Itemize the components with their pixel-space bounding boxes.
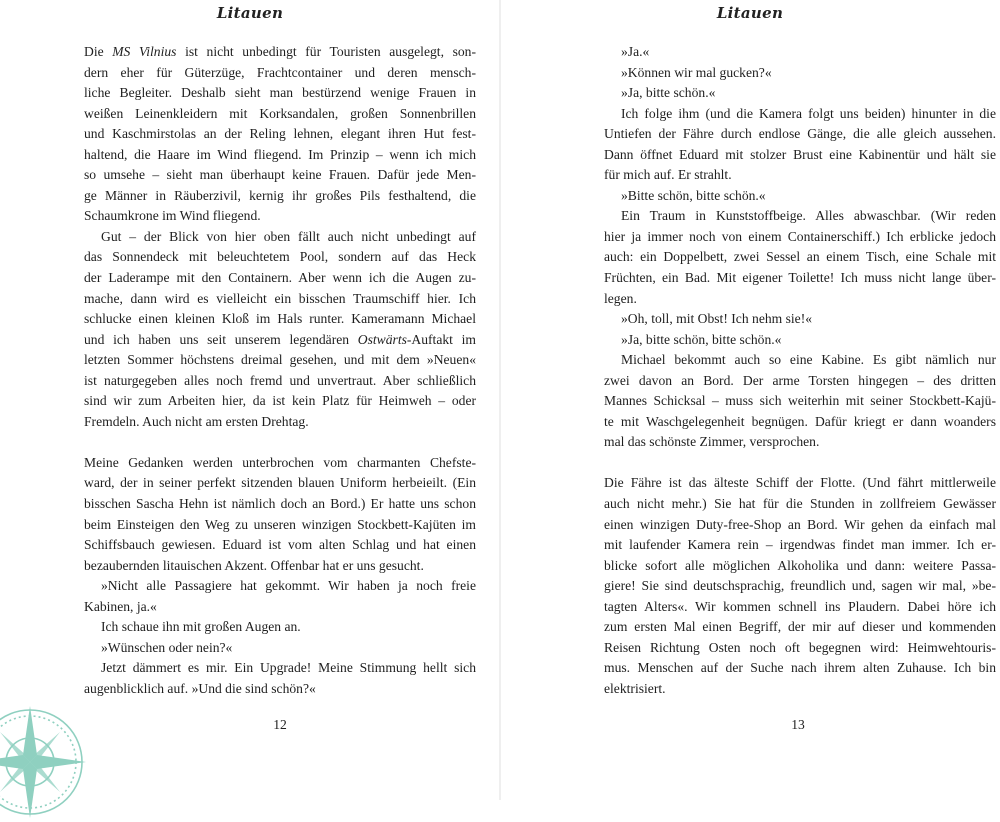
text-line: legen. — [604, 290, 637, 306]
text-line: Ein Traum in Kunststoffbeige. Alles abwaschbar. (Wir reden — [621, 208, 996, 224]
text-line: weißen Leinenkleidern mit Korksandalen, großen Sonnenbrillen — [84, 105, 476, 121]
text-line: Jetzt dämmert es mir. Ein Upgrade! Meine Stimmung hellt sich — [101, 660, 476, 676]
text-line: für mich auf. Er strahlt. — [604, 167, 732, 183]
text-line: zwei davon an Bord. Der arme Torsten hingegen – des dritten — [604, 372, 996, 388]
text-line: »Nicht alle Passagiere hat gekommt. Wir haben ja noch freie — [101, 578, 476, 594]
text-line: beim Einsteigen den Weg zu unseren winzigen Stockbett-Kajüten im — [84, 516, 476, 532]
compass-rose-icon — [0, 702, 90, 822]
text-line: auch: ein Doppelbett, zwei Sessel an einem Tisch, eine Schale mit — [604, 249, 996, 265]
text-line: Untiefen der Fähre durch endlose Gänge, die alle gleich aussehen. — [604, 126, 996, 142]
text-line: hier ja immer noch von einem Containerschiff.) Ich erblicke jedoch — [604, 228, 996, 244]
text-line: Michael bekommt auch so eine Kabine. Es gibt nämlich nur — [621, 352, 996, 368]
text-line: bisschen Sascha Hehn ist nämlich doch an Bord.) Er hatte uns schon — [84, 496, 476, 512]
text-line: ist naturgegeben alles noch fremd und unvertraut. Aber schließlich — [84, 372, 476, 388]
text-line: einen winzigen Duty-free-Shop an Bord. Wir gehen da einfach mal — [604, 516, 996, 532]
text-line: und ich haben uns seit unserem legendären Ostwärts-Auftakt im — [84, 331, 476, 347]
text-line: bezaubernden litauischen Akzent. Offenbar hat er uns gesucht. — [84, 557, 424, 573]
right-page — [500, 0, 1000, 800]
left-page-number: 12 — [273, 717, 287, 732]
right-page-number: 13 — [791, 717, 805, 732]
text-line: das Sonnendeck mit beleuchtetem Pool, sondern auf das Heck — [84, 249, 476, 265]
text-line: schlucke einen kleinen Kloß im Hals runter. Kameramann Michael — [84, 311, 476, 327]
text-line: ward, der in seiner perfekt sitzenden blauen Uniform herbeieilt. (Ein — [84, 475, 476, 491]
text-line: »Oh, toll, mit Obst! Ich nehm sie!« — [621, 311, 813, 327]
text-line: mache, dann wird es vielleicht ein bisschen Traumschiff hier. Ich — [84, 290, 476, 306]
text-line: dern eher für Güterzüge, Frachtcontainer und deren mensch- — [84, 64, 476, 80]
text-line: Gut – der Blick von hier oben fällt auch nicht unbedingt auf — [101, 228, 476, 244]
text-line: Dann öffnet Eduard mit stolzer Brust eine Kabinentür und hält sie — [604, 146, 996, 162]
text-line: augenblicklich auf. »Und die sind schön?« — [84, 680, 316, 696]
right-page-body — [604, 42, 996, 700]
text-line: »Wünschen oder nein?« — [101, 639, 233, 655]
text-line: elektrisiert. — [604, 680, 666, 696]
text-line: Mannes Schicksal – muss sich weiterhin mit seiner Stockbett-Kajü- — [604, 393, 996, 409]
text-line: Früchten, ein Bad. Mit eigener Toilette! Ich muss nicht lange über- — [604, 270, 996, 286]
text-line: »Ja, bitte schön, bitte schön.« — [621, 331, 782, 347]
text-line: giere! Sie sind deutschsprachig, freundlich und, sagen wir mal, »be- — [604, 578, 996, 594]
text-line: Schaumkrone im Wind fliegend. — [84, 208, 261, 224]
left-page — [0, 0, 500, 800]
left-running-header: Litauen — [216, 4, 284, 22]
text-line: der Laderampe mit den Containern. Aber wenn ich die Augen zu- — [84, 270, 476, 286]
text-line: auch nicht mehr.) Sie hat für die Stunden in zollfreiem Gewässer — [604, 496, 996, 512]
text-line: haltend, die Haare im Wind fliegend. Im Prinzip – wenn ich mich — [84, 146, 476, 162]
text-line: Meine Gedanken werden unterbrochen vom charmanten Chefste- — [84, 454, 476, 470]
text-line: Ich schaue ihn mit großen Augen an. — [101, 619, 301, 635]
text-line: Fremdeln. Auch nicht am ersten Drehtag. — [84, 413, 309, 429]
text-line: »Können wir mal gucken?« — [621, 64, 772, 80]
text-line: letzten Sommer höchstens dreimal gesehen, und mit dem »Neuen« — [84, 352, 476, 368]
text-line: Schiffsbauch gewiesen. Eduard ist vom alten Schlag und hat einen — [84, 537, 476, 553]
text-line: liche Begleiter. Deshalb sieht man bestürzend wenige Frauen in — [84, 85, 476, 101]
paragraph-gap — [84, 432, 476, 453]
text-line: blicke sofort alle möglichen Alkoholika und dann: weitere Passa- — [604, 557, 996, 573]
text-line: »Ja.« — [621, 44, 650, 59]
left-page-body — [84, 42, 476, 700]
text-line: ge Männer in Räuberzivil, kernig ihr großes Pils festhaltend, die — [84, 187, 476, 203]
text-line: tagten Alters«. Wir kommen schnell ins Plaudern. Dabei höre ich — [604, 598, 996, 614]
text-line: mit laufender Kamera rein – irgendwas findet man immer. Ich er- — [604, 537, 996, 553]
text-line: »Ja, bitte schön.« — [621, 85, 716, 101]
paragraph-gap — [604, 453, 996, 474]
text-line: so umsehe – sieht man überhaupt keine Frauen. Dafür jede Men- — [84, 167, 476, 183]
right-running-header: Litauen — [716, 4, 784, 22]
text-line: Ich folge ihm (und die Kamera folgt uns beiden) hinunter in die — [621, 105, 996, 121]
italic-term: MS Vilnius — [112, 44, 177, 59]
text-line: mal das schönste Zimmer, versprochen. — [604, 434, 820, 450]
text-line: »Bitte schön, bitte schön.« — [621, 187, 766, 203]
text-line: und Kaschmirstolas an der Reling lehnen, elegant ihren Hut fest- — [84, 126, 476, 142]
italic-term: Ostwärts — [357, 331, 407, 347]
text-line: zum ersten Mal einen Begriff, der mir auf dieser und kommenden — [604, 619, 996, 635]
text-line: mus. Menschen auf der Suche nach ihrem alten Zuhause. Ich bin — [604, 660, 996, 676]
text-line: te mit Waschgelegenheit begnügen. Dafür kriegt er dann woanders — [604, 413, 996, 429]
text-line: Reisen Richtung Osten noch oft begegnen wird: Heimwehtouris- — [604, 639, 996, 655]
text-line: sind wir zum Arbeiten hier, da ist kein Platz für Heimweh – oder — [84, 393, 476, 409]
text-line: Kabinen, ja.« — [84, 598, 157, 614]
text-line: Die Fähre ist das älteste Schiff der Flotte. (Und fährt mittlerweile — [604, 475, 996, 491]
text-line: Die MS Vilnius ist nicht unbedingt für Touristen ausgelegt, son- — [84, 44, 476, 59]
